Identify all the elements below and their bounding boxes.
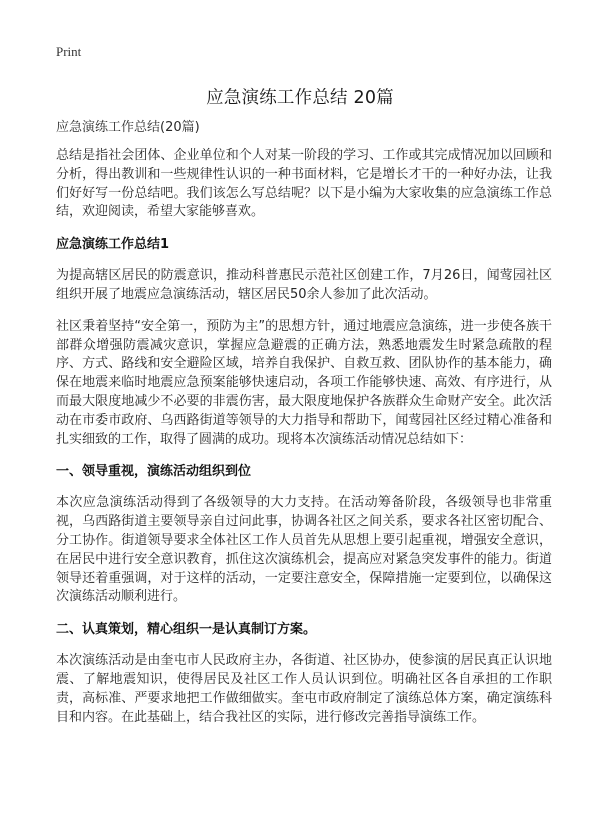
point-heading-1: 一、领导重视，演练活动组织到位 [56,464,252,480]
page-title: 应急演练工作总结 20篇 [206,88,394,108]
point2-paragraph: 本次演练活动是由奎屯市人民政府主办，各街道、社区协办，使参演的居民真正认识地震、了解地震知识，使得居民及社区工作人员认识到位。明确社区各自承担的工作职责，高标准、严要求地把工作做细做实。奎屯市政府制定了演练总体方案，确定演练科目和内容。在此基础上，结合我社区的实际，进行修改完善指导演练工作。 [56,653,552,725]
document-subtitle: 应急演练工作总结(20篇) [56,120,200,135]
section1-paragraph-1: 为提高辖区居民的防震意识，推动科普惠民示范社区创建工作，7月26日，闻莺园社区组织开展了地震应急演练活动，辖区居民50余人参加了此次活动。 [56,268,552,302]
point-heading-2: 二、认真策划，精心组织一是认真制订方案。 [56,622,317,638]
point1-paragraph: 本次应急演练活动得到了各级领导的大力支持。在活动筹备阶段，各级领导也非常重视，乌西路街道主要领导亲自过问此事，协调各社区之间关系，要求各社区密切配合、分工协作。街道领导要求全体社区工作人员首先从思想上要引起重视，增强安全意识，在居民中进行安全意识教育，抓住这次演练机会，提高应对紧急突发事件的能力。街道领导还着重强调，对于这样的活动，一定要注意安全，保障措施一定要到位，以确保这次演练活动顺利进行。 [56,495,552,605]
section-heading-1: 应急演练工作总结1 [56,237,170,253]
print-link[interactable]: Print [56,44,82,59]
document-body [56,118,552,740]
section1-paragraph-2: 社区秉着坚持“安全第一，预防为主”的思想方针，通过地震应急演练，进一步使各族干部群众增强防震减灾意识，掌握应急避震的正确方法，熟悉地震发生时紧急疏散的程序、方式、路线和安全避险区域，培养自我保护、自救互救、团队协作的基本能力，确保在地震来临时地震应急预案能够快速启动，各项工作能够快速、高效、有序进行，从而最大限度地减少不必要的非震伤害，最大限度地保护各族群众生命财产安全。此次活动在市委市政府、乌西路街道等领导的大力指导和帮助下，闻莺园社区经过精心准备和扎实细致的工作，取得了圆满的成功。现将本次演练活动情况总结如下： [56,318,552,447]
intro-paragraph: 总结是指社会团体、企业单位和个人对某一阶段的学习、工作或其完成情况加以回顾和分析，得出教训和一些规律性认识的一种书面材料，它是增长才干的一种好办法，让我们好好写一份总结吧。我们该怎么写总结呢？以下是小编为大家收集的应急演练工作总结，欢迎阅读，希望大家能够喜欢。 [56,148,552,220]
